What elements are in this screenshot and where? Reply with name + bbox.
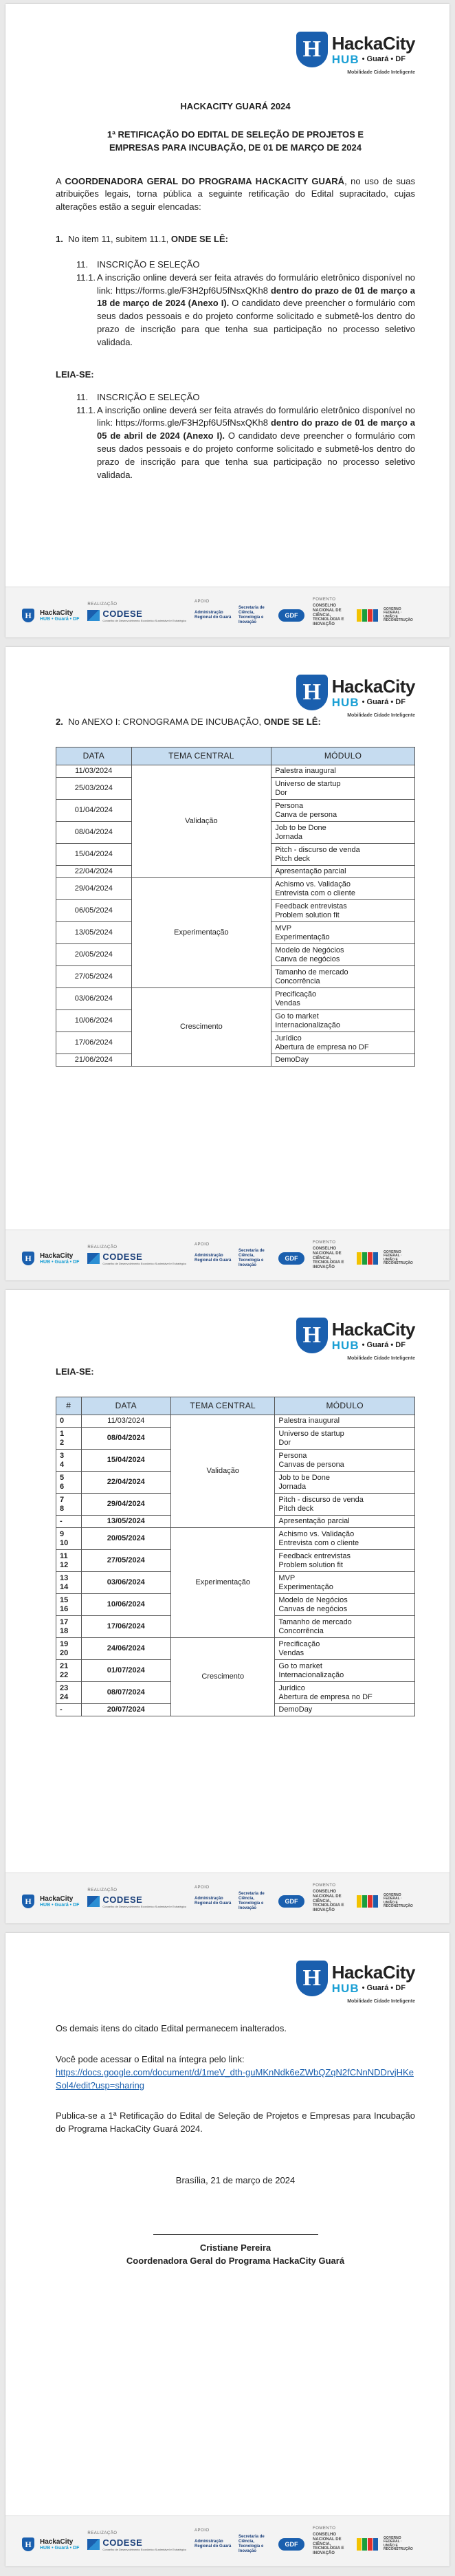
schedule-module: Achismo vs. Validação Entrevista com o cliente (275, 1528, 415, 1550)
footer-shield-icon: H (22, 609, 34, 622)
schedule-module: Tamanho de mercado Concorrência (271, 966, 415, 988)
document-page-1 (5, 4, 450, 637)
page4-content (56, 2022, 415, 2268)
signatory-name: Cristiane Pereira (199, 2242, 271, 2253)
schedule-date: 03/06/2024 (81, 1572, 171, 1594)
schedule-module: Persona Canvas de persona (275, 1450, 415, 1472)
schedule-date: 29/04/2024 (56, 878, 132, 900)
page2-content (56, 716, 415, 1067)
document-page-4: H HackaCity HUB • Guará • DF Mobilidade Cidade Inteligente Os demais itens do citado Edital permanecem inalterados. Você pode acessar o Edital na íntegra pelo link: https://docs.google.com/document/d/1meV_dth-guMKnNdk6eZWbQZqN2fCNnNDDrvjHKeSol4/edit?usp=sharing Publica-se a 1ª Retificação do Edital de Seleção de Projetos e Empresas para Incubação do Programa HackaCity Guará 2024. Brasília, 21 de março de 2024 Cristiane Pereira Coordenadora Geral do Programa HackaCity Guará H HackaCity HUB • Guará • DF REALIZAÇÃO CODESE Conselho de Desenvolvimento Econômico Sustentável e Estratégico APOIO Administração Regional do Guará Secretaria de Ciência, Tecnologia e Inovação GDF FOMENTO CONSELHO NACIONAL DE CIÊNCIA, TECNOLOGIA E INOVAÇÃO GOVERNO FEDERAL · UNIÃO E RECONSTRUÇÃO (5, 1933, 450, 2566)
schedule-date: 20/05/2024 (56, 944, 132, 966)
schedule-number: 3 4 (56, 1450, 82, 1472)
schedule-module: Apresentação parcial (271, 866, 415, 878)
document-page-3: H HackaCity HUB • Guará • DF Mobilidade Cidade Inteligente LEIA-SE: # DATA TEMA CENTRAL MÓDULO 0 11/03/2024 Validação Palestra inaugural 1 2 08/04/2024 Universo de startup Dor 3 4 15/04/2024 Persona Canvas de persona 5 6 22/04/2024 Job to be Done Jornada 7 8 29/04/2024 Pitch - discurso de venda Pitch deck - 13/05/2024 Apresentação parcial 9 10 20/05/2024 Experimentação Achismo vs. Validação Entrevista com o cliente 11 12 27/05/2024 Feedback entrevistas Problem solution fit 13 14 03/06/2024 MVP Experimentação 15 16 10/06/2024 Modelo de Negócios Canvas de negócios 17 18 17/06/2024 Tamanho de mercado Concorrência 19 20 24/06/2024 Crescimento Precificação Vendas 21 22 01/07/2024 Go to market Internacionalização 23 24 08/07/2024 Jurídico Abertura de empresa no DF - 20/07/2024 DemoDay H HackaCity HUB • Guará • DF REALIZAÇÃO CODESE Conselho de Desenvolvimento Econômico Sustentável e Estratégico APOIO Administração Regional do Guará Secretaria de Ciência, Tecnologia e Inovação GDF FOMENTO CONSELHO NACIONAL DE CIÊNCIA, TECNOLOGIA E INOVAÇÃO GOVERNO FEDERAL · UNIÃO E RECONSTRUÇÃO (5, 1290, 450, 1923)
table-row (56, 1638, 415, 1660)
schedule-number: 13 14 (56, 1572, 82, 1594)
schedule-module: DemoDay (275, 1704, 415, 1716)
schedule-module: Jurídico Abertura de empresa no DF (271, 1032, 415, 1054)
schedule-module: Palestra inaugural (275, 1415, 415, 1428)
schedule-module: Apresentação parcial (275, 1516, 415, 1528)
schedule-module: Achismo vs. Validação Entrevista com o cliente (271, 878, 415, 900)
schedule-number: 19 20 (56, 1638, 82, 1660)
schedule-date: 20/05/2024 (81, 1528, 171, 1550)
schedule-date: 27/05/2024 (81, 1550, 171, 1572)
schedule-date: 01/07/2024 (81, 1660, 171, 1682)
schedule-number: 23 24 (56, 1682, 82, 1704)
shield-logo-icon: H (296, 675, 328, 710)
schedule-date: 29/04/2024 (81, 1494, 171, 1516)
logo-tagline: Mobilidade Cidade Inteligente (347, 70, 415, 75)
schedule-date: 13/05/2024 (56, 922, 132, 944)
hackacity-logo: H HackaCity HUB • Guará • DF (296, 1318, 415, 1353)
edital-link[interactable]: https://docs.google.com/document/d/1meV_dth-guMKnNdk6eZWbQZqN2fCNnNDDrvjHKeSol4/edit?usp=sharing (56, 2066, 414, 2091)
schedule-date: 06/05/2024 (56, 900, 132, 922)
old-text-block: 11. INSCRIÇÃO E SELEÇÃO 11.1. A inscrição online deverá ser feita através do formulário eletrônico disponível no link: https://forms.gle/F3H2pf6U5fNsxQKh8 dentro do prazo de 01 de março a 18 de março de 2024 (Anexo I). O candidato deve preencher o formulário com seus dados pessoais e do projeto conforme solicitado e submetê-los dentro do prazo de inscrição para que tenha sua participação no processo seletivo validada. (76, 259, 415, 347)
schedule-module: MVP Experimentação (271, 922, 415, 944)
schedule-date: 11/03/2024 (56, 765, 132, 778)
signature-line (153, 2234, 318, 2235)
schedule-theme: Experimentação (131, 878, 271, 988)
schedule-date: 10/06/2024 (56, 1010, 132, 1032)
unchanged-items-text: Os demais itens do citado Edital permanecem inalterados. (56, 2023, 287, 2033)
schedule-table-new: # DATA TEMA CENTRAL MÓDULO 0 11/03/2024 Validação Palestra inaugural 1 2 08/04/2024 Universo de startup Dor 3 4 15/04/2024 Persona Canvas de persona 5 6 22/04/2024 Job to be Done Jornada 7 8 29/04/2024 Pitch - discurso de venda Pitch deck - 13/05/2024 Apresentação parcial 9 10 20/05/2024 Experimentação Achismo vs. Validação Entrevista com o cliente 11 12 27/05/2024 Feedback entrevistas Problem solution fit 13 14 03/06/2024 MVP Experimentação 15 16 10/06/2024 Modelo de Negócios Canvas de negócios 17 18 17/06/2024 Tamanho de mercado Concorrência 19 20 24/06/2024 Crescimento Precificação Vendas 21 22 01/07/2024 Go to market Internacionalização 23 24 08/07/2024 Jurídico Abertura de empresa no DF - 20/07/2024 DemoDay (56, 1397, 415, 1716)
schedule-module: Universo de startup Dor (275, 1428, 415, 1450)
table-row (56, 765, 415, 778)
hackacity-logo: H HackaCity HUB • Guará • DF (296, 1961, 415, 1996)
schedule-number: - (56, 1516, 82, 1528)
schedule-date: 22/04/2024 (56, 866, 132, 878)
item-1-heading: 1. No item 11, subitem 11.1, ONDE SE LÊ: (56, 234, 228, 245)
schedule-module: Jurídico Abertura de empresa no DF (275, 1682, 415, 1704)
hackacity-logo (296, 32, 415, 67)
document-subtitle: 1ª RETIFICAÇÃO DO EDITAL DE SELEÇÃO DE PROJETOS E EMPRESAS PARA INCUBAÇÃO, DE 01 DE MARÇO DE 2024 (107, 129, 364, 153)
schedule-module: Palestra inaugural (271, 765, 415, 778)
shield-logo-icon: H (296, 1961, 328, 1996)
schedule-number: 7 8 (56, 1494, 82, 1516)
schedule-module: Universo de startup Dor (271, 778, 415, 800)
document-title: HACKACITY GUARÁ 2024 (180, 101, 291, 111)
schedule-theme: Validação (171, 1415, 275, 1528)
schedule-date: 08/04/2024 (56, 822, 132, 844)
gov-federal-icon (357, 609, 378, 622)
schedule-module: Feedback entrevistas Problem solution fit (275, 1550, 415, 1572)
schedule-module: Modelo de Negócios Canvas de negócios (275, 1594, 415, 1616)
publication-text: Publica-se a 1ª Retificação do Edital de Seleção de Projetos e Empresas para Incubação do Programa HackaCity Guará 2024. (56, 2110, 415, 2135)
schedule-theme: Validação (131, 765, 271, 878)
schedule-module: Job to be Done Jornada (275, 1472, 415, 1494)
page-footer: H HackaCity HUB • Guará • DF REALIZAÇÃO CODESE Conselho de Desenvolvimento Econômico Sustentável e Estratégico APOIO Administração Regional do Guará Secretaria de Ciência, Tecnologia e Inovação GDF FOMENTO CONSELHO NACIONAL DE CIÊNCIA, TECNOLOGIA E INOVAÇÃO GOVERNO FEDERAL · UNIÃO E RECONSTRUÇÃO (5, 587, 450, 637)
table-row (56, 878, 415, 900)
schedule-number: 11 12 (56, 1550, 82, 1572)
schedule-module: Precificação Vendas (271, 988, 415, 1010)
page1-content (56, 100, 415, 482)
schedule-module: Tamanho de mercado Concorrência (275, 1616, 415, 1638)
hackacity-logo: H HackaCity HUB • Guará • DF (296, 675, 415, 710)
leia-se-label-2: LEIA-SE: (56, 1366, 94, 1377)
schedule-number: 0 (56, 1415, 82, 1428)
schedule-module: Feedback entrevistas Problem solution fit (271, 900, 415, 922)
schedule-date: 03/06/2024 (56, 988, 132, 1010)
new-text-block: 11. INSCRIÇÃO E SELEÇÃO 11.1. A inscrição online deverá ser feita através do formulário eletrônico disponível no link: https://forms.gle/F3H2pf6U5fNsxQKh8 dentro do prazo de 01 de março a 05 de abril de 2024 (Anexo I). O candidato deve preencher o formulário com seus dados pessoais e do projeto conforme solicitado e submetê-los dentro do prazo de inscrição para que tenha sua participação no processo seletivo validada. (76, 391, 415, 480)
schedule-module: MVP Experimentação (275, 1572, 415, 1594)
logo-hub: HUB (331, 52, 359, 66)
schedule-date: 17/06/2024 (81, 1616, 171, 1638)
schedule-module: Persona Canva de persona (271, 800, 415, 822)
schedule-number: 17 18 (56, 1616, 82, 1638)
page3-content (56, 1366, 415, 1716)
page-footer: H HackaCity HUB • Guará • DF REALIZAÇÃO CODESE Conselho de Desenvolvimento Econômico Sustentável e Estratégico APOIO Administração Regional do Guará Secretaria de Ciência, Tecnologia e Inovação GDF FOMENTO CONSELHO NACIONAL DE CIÊNCIA, TECNOLOGIA E INOVAÇÃO GOVERNO FEDERAL · UNIÃO E RECONSTRUÇÃO (5, 2515, 450, 2566)
place-date: Brasília, 21 de março de 2024 (175, 2175, 296, 2186)
schedule-module: Job to be Done Jornada (271, 822, 415, 844)
schedule-date: 17/06/2024 (56, 1032, 132, 1054)
schedule-date: 15/04/2024 (81, 1450, 171, 1472)
schedule-number: - (56, 1704, 82, 1716)
schedule-date: 25/03/2024 (56, 778, 132, 800)
access-edital-text: Você pode acessar o Edital na íntegra pelo link: (56, 2053, 245, 2064)
schedule-theme: Crescimento (171, 1638, 275, 1716)
schedule-table-old: DATA TEMA CENTRAL MÓDULO 11/03/2024 Validação Palestra inaugural 25/03/2024 Universo de startup Dor 01/04/2024 Persona Canva de persona 08/04/2024 Job to be Done Jornada 15/04/2024 Pitch - discurso de venda Pitch deck 22/04/2024 Apresentação parcial 29/04/2024 Experimentação Achismo vs. Validação Entrevista com o cliente 06/05/2024 Feedback entrevistas Problem solution fit 13/05/2024 MVP Experimentação 20/05/2024 Modelo de Negócios Canva de negócios 27/05/2024 Tamanho de mercado Concorrência 03/06/2024 Crescimento Precificação Vendas 10/06/2024 Go to market Internacionalização 17/06/2024 Jurídico Abertura de empresa no DF 21/06/2024 DemoDay (56, 747, 415, 1067)
table-row (56, 1415, 415, 1428)
table-row (56, 1528, 415, 1550)
schedule-date: 10/06/2024 (81, 1594, 171, 1616)
leia-se-label: LEIA-SE: (56, 369, 94, 380)
schedule-theme: Crescimento (131, 988, 271, 1067)
schedule-number: 15 16 (56, 1594, 82, 1616)
anexo-heading: 2. No ANEXO I: CRONOGRAMA DE INCUBAÇÃO, ONDE SE LÊ: (56, 717, 321, 727)
schedule-date: 27/05/2024 (56, 966, 132, 988)
document-page-2: H HackaCity HUB • Guará • DF Mobilidade Cidade Inteligente 2. No ANEXO I: CRONOGRAMA DE INCUBAÇÃO, ONDE SE LÊ: DATA TEMA CENTRAL MÓDULO 11/03/2024 Validação Palestra inaugural 25/03/2024 Universo de startup Dor 01/04/2024 Persona Canva de persona 08/04/2024 Job to be Done Jornada 15/04/2024 Pitch - discurso de venda Pitch deck 22/04/2024 Apresentação parcial 29/04/2024 Experimentação Achismo vs. Validação Entrevista com o cliente 06/05/2024 Feedback entrevistas Problem solution fit 13/05/2024 MVP Experimentação 20/05/2024 Modelo de Negócios Canva de negócios 27/05/2024 Tamanho de mercado Concorrência 03/06/2024 Crescimento Precificação Vendas 10/06/2024 Go to market Internacionalização 17/06/2024 Jurídico Abertura de empresa no DF 21/06/2024 DemoDay H HackaCity HUB • Guará • DF REALIZAÇÃO CODESE Conselho de Desenvolvimento Econômico Sustentável e Estratégico APOIO Administração Regional do Guará Secretaria de Ciência, Tecnologia e Inovação GDF FOMENTO CONSELHO NACIONAL DE CIÊNCIA, TECNOLOGIA E INOVAÇÃO GOVERNO FEDERAL · UNIÃO E RECONSTRUÇÃO (5, 647, 450, 1280)
intro-paragraph: A COORDENADORA GERAL DO PROGRAMA HACKACITY GUARÁ, no uso de suas atribuições legais, torna pública a seguinte retificação do Edital supracitado, cujas alterações estão a seguir elencadas: (56, 175, 415, 212)
logo-city: • Guará • DF (362, 54, 406, 63)
schedule-date: 08/07/2024 (81, 1682, 171, 1704)
schedule-date: 20/07/2024 (81, 1704, 171, 1716)
schedule-number: 21 22 (56, 1660, 82, 1682)
codese-logo-icon (87, 610, 100, 621)
schedule-module: DemoDay (271, 1054, 415, 1067)
schedule-theme: Experimentação (171, 1528, 275, 1638)
schedule-number: 5 6 (56, 1472, 82, 1494)
schedule-module: Pitch - discurso de venda Pitch deck (275, 1494, 415, 1516)
schedule-module: Pitch - discurso de venda Pitch deck (271, 844, 415, 866)
schedule-date: 08/04/2024 (81, 1428, 171, 1450)
schedule-date: 01/04/2024 (56, 800, 132, 822)
schedule-date: 21/06/2024 (56, 1054, 132, 1067)
schedule-number: 9 10 (56, 1528, 82, 1550)
schedule-date: 13/05/2024 (81, 1516, 171, 1528)
schedule-date: 24/06/2024 (81, 1638, 171, 1660)
page-footer: H HackaCity HUB • Guará • DF REALIZAÇÃO CODESE Conselho de Desenvolvimento Econômico Sustentável e Estratégico APOIO Administração Regional do Guará Secretaria de Ciência, Tecnologia e Inovação GDF FOMENTO CONSELHO NACIONAL DE CIÊNCIA, TECNOLOGIA E INOVAÇÃO GOVERNO FEDERAL · UNIÃO E RECONSTRUÇÃO (5, 1873, 450, 1923)
schedule-module: Go to market Internacionalização (271, 1010, 415, 1032)
schedule-module: Precificação Vendas (275, 1638, 415, 1660)
page-footer: H HackaCity HUB • Guará • DF REALIZAÇÃO CODESE Conselho de Desenvolvimento Econômico Sustentável e Estratégico APOIO Administração Regional do Guará Secretaria de Ciência, Tecnologia e Inovação GDF FOMENTO CONSELHO NACIONAL DE CIÊNCIA, TECNOLOGIA E INOVAÇÃO GOVERNO FEDERAL · UNIÃO E RECONSTRUÇÃO (5, 1230, 450, 1280)
schedule-module: Modelo de Negócios Canva de negócios (271, 944, 415, 966)
schedule-module: Go to market Internacionalização (275, 1660, 415, 1682)
logo-brand: HackaCity (331, 32, 415, 54)
signatory-role: Coordenadora Geral do Programa HackaCity Guará (126, 2255, 345, 2266)
schedule-date: 22/04/2024 (81, 1472, 171, 1494)
schedule-date: 11/03/2024 (81, 1415, 171, 1428)
table-row (56, 988, 415, 1010)
schedule-date: 15/04/2024 (56, 844, 132, 866)
schedule-number: 1 2 (56, 1428, 82, 1450)
shield-logo-icon: H (296, 1318, 328, 1353)
shield-logo-icon: H (296, 32, 328, 67)
